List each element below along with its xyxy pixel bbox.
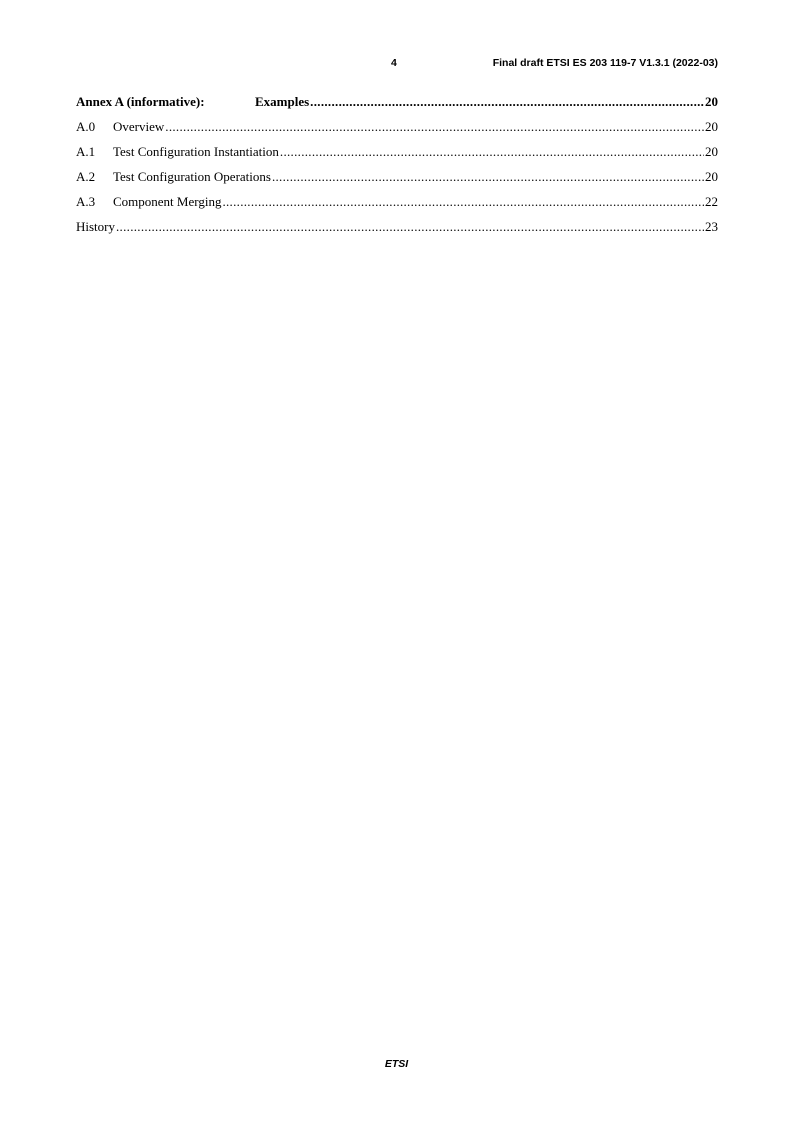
toc-dot-leader xyxy=(165,119,704,135)
toc-entry-history[interactable] xyxy=(76,219,718,244)
toc-entry-title: Component Merging xyxy=(113,194,222,209)
toc-dot-leader xyxy=(222,194,704,210)
page-number: 4 xyxy=(391,57,397,69)
toc-entry-a3[interactable] xyxy=(76,194,718,219)
toc-entry-title: Test Configuration Operations xyxy=(113,169,271,184)
toc-entry-title: Overview xyxy=(113,119,165,134)
table-of-contents xyxy=(76,94,718,244)
toc-entry-title: Test Configuration Instantiation xyxy=(113,144,279,159)
toc-entry-number: Annex A (informative): xyxy=(76,94,205,109)
toc-entry-page: 22 xyxy=(705,194,718,209)
toc-entry-annex-a[interactable] xyxy=(76,94,718,119)
toc-entry-number: A.3 xyxy=(76,194,96,209)
toc-entry-page: 20 xyxy=(705,119,718,134)
toc-dot-leader xyxy=(280,144,704,160)
toc-entry-a2[interactable] xyxy=(76,169,718,194)
toc-entry-number: A.0 xyxy=(76,119,96,134)
page-header xyxy=(0,57,793,73)
toc-entry-title: History xyxy=(76,219,115,234)
toc-entry-page: 20 xyxy=(705,144,718,159)
toc-entry-a0[interactable] xyxy=(76,119,718,144)
document-title: Final draft ETSI ES 203 119-7 V1.3.1 (2022-03) xyxy=(492,57,718,69)
toc-entry-number: A.1 xyxy=(76,144,96,159)
toc-entry-page: 23 xyxy=(705,219,718,234)
page-footer: ETSI xyxy=(384,1058,409,1070)
toc-entry-page: 20 xyxy=(705,94,718,109)
toc-entry-a1[interactable] xyxy=(76,144,718,169)
toc-entry-title: Examples xyxy=(255,94,310,109)
toc-dot-leader xyxy=(310,94,704,110)
toc-dot-leader xyxy=(116,219,704,235)
toc-entry-number: A.2 xyxy=(76,169,96,184)
toc-dot-leader xyxy=(272,169,704,185)
toc-entry-page: 20 xyxy=(705,169,718,184)
